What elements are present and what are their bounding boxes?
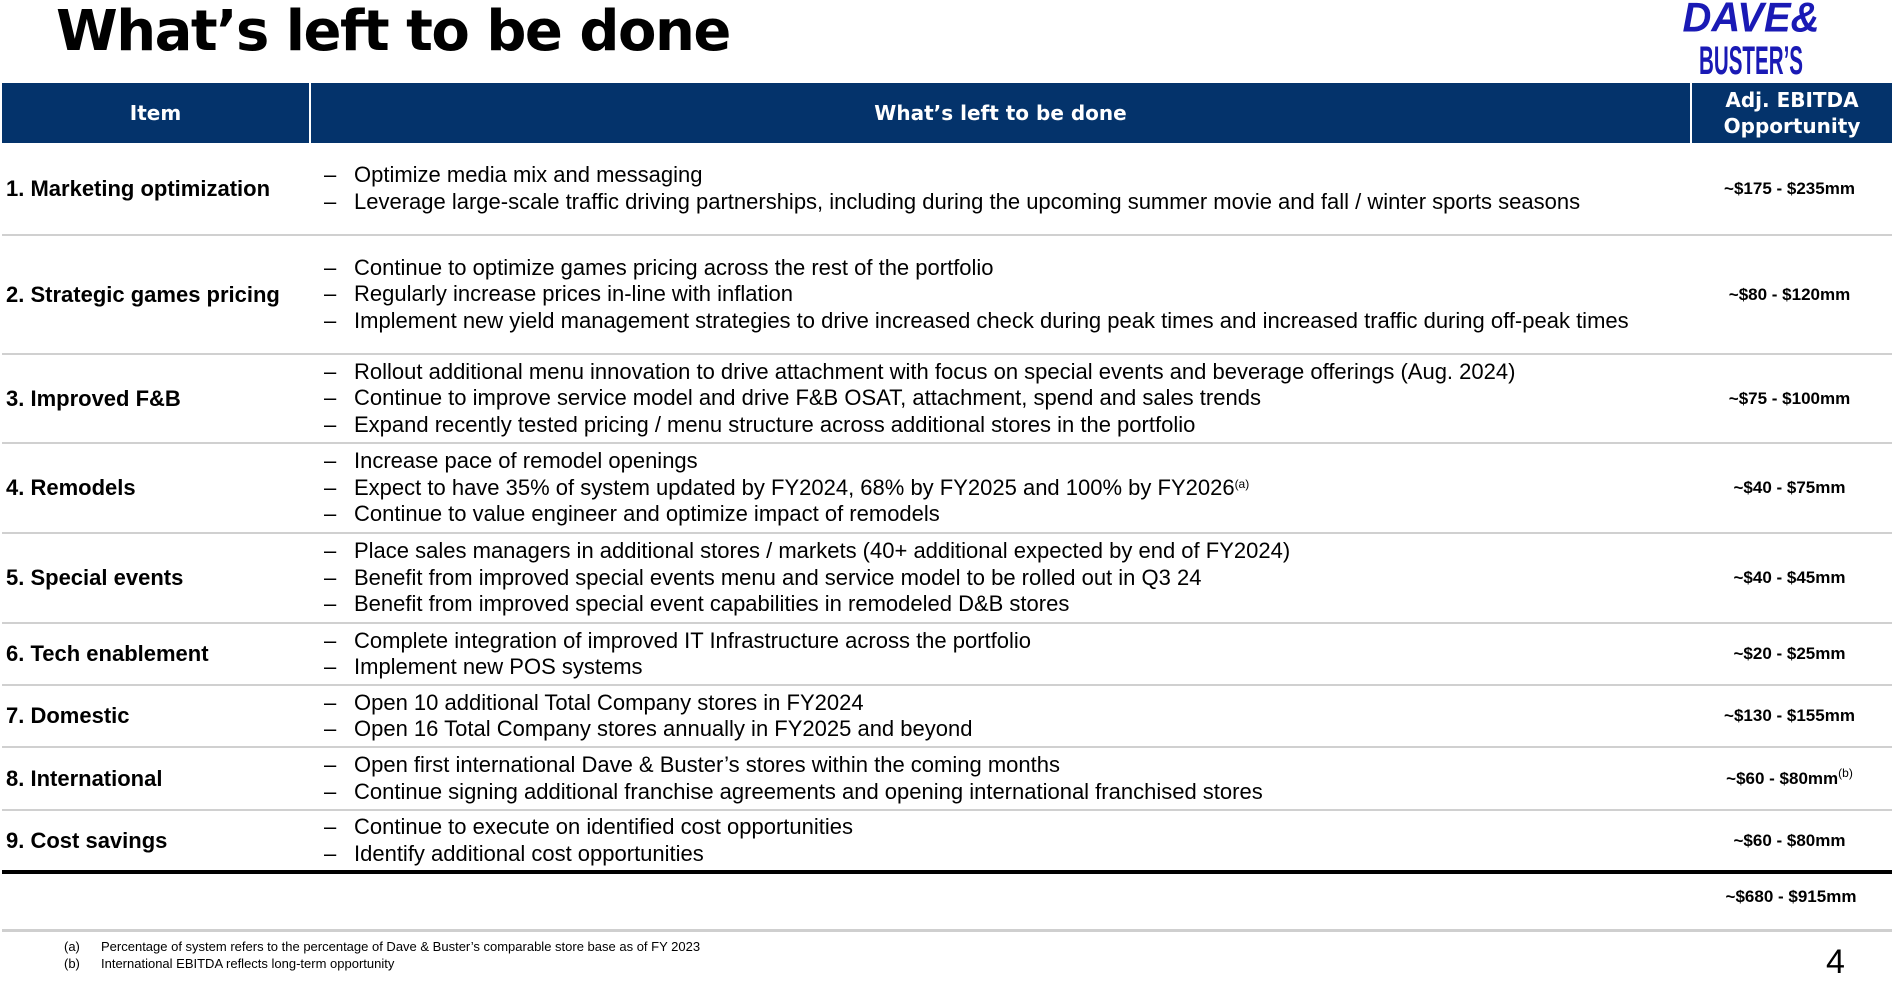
row-item-label: 6. Tech enablement — [2, 623, 310, 685]
bullet-item: – Benefit from improved special event capabilities in remodeled D&B stores — [318, 591, 1691, 618]
bullet-text: Expect to have 35% of system updated by FY2024, 68% by FY2025 and 100% by FY2026 — [354, 474, 1235, 500]
row-item-label: 7. Domestic — [2, 685, 310, 747]
logo-graphic — [1682, 0, 1820, 83]
bullet-list — [318, 814, 1691, 867]
row-opportunity: ~$130 - $155mm — [1691, 685, 1892, 747]
footnote-label: (a) — [64, 939, 80, 954]
row-item-label: 2. Strategic games pricing — [2, 235, 310, 354]
table-row — [2, 143, 1892, 235]
bullet-item: – Rollout additional menu innovation to drive attachment with focus on special events and beverage offerings (Aug. 2024) — [318, 359, 1691, 386]
bullet-item: – Continue to optimize games pricing across the rest of the portfolio — [318, 255, 1691, 282]
bullet-item: – Open first international Dave & Buster’s stores within the coming months — [318, 752, 1691, 779]
bullet-list — [318, 628, 1691, 681]
row-opportunity — [1691, 747, 1892, 810]
bullet-item: – Open 10 additional Total Company stores in FY2024 — [318, 690, 1691, 717]
bullet-item: – Complete integration of improved IT Infrastructure across the portfolio — [318, 628, 1691, 655]
table-row — [2, 533, 1892, 623]
bullet-item: – Continue to execute on identified cost opportunities — [318, 814, 1691, 841]
row-item-label: 4. Remodels — [2, 443, 310, 533]
footnote-text: International EBITDA reflects long-term opportunity — [101, 956, 395, 971]
page-title: What’s left to be done — [56, 0, 730, 64]
bullet-list — [318, 162, 1691, 215]
bullet-item: – Identify additional cost opportunities — [318, 841, 1691, 868]
row-opportunity-value: ~$60 - $80mm — [1726, 768, 1839, 788]
footnote-text: Percentage of system refers to the percentage of Dave & Buster’s comparable store base as of FY 2023 — [101, 939, 701, 954]
bullet-item — [318, 475, 1691, 502]
row-opportunity: ~$40 - $75mm — [1691, 443, 1892, 533]
bullet-item: – Expand recently tested pricing / menu structure across additional stores in the portfolio — [318, 412, 1691, 439]
row-opportunity: ~$40 - $45mm — [1691, 533, 1892, 623]
table-row — [2, 443, 1892, 533]
footnote-a — [64, 938, 700, 955]
row-opportunity: ~$80 - $120mm — [1691, 235, 1892, 354]
table-header-row — [2, 83, 1892, 143]
opportunity-table — [2, 83, 1892, 874]
divider — [2, 929, 1892, 932]
bullet-list — [318, 538, 1691, 618]
bullet-item: – Continue signing additional franchise agreements and opening international franchised stores — [318, 779, 1691, 806]
table-row — [2, 623, 1892, 685]
logo-line1: DAVE& — [1682, 0, 1820, 41]
bullet-list — [318, 359, 1691, 439]
row-item-label: 5. Special events — [2, 533, 310, 623]
table-row — [2, 685, 1892, 747]
table-row — [2, 235, 1892, 354]
bullet-item: – Optimize media mix and messaging — [318, 162, 1691, 189]
total-opportunity: ~$680 - $915mm — [1725, 887, 1857, 906]
footnote-label: (b) — [64, 956, 80, 971]
header-opp-line2: Opportunity — [1723, 114, 1861, 138]
table-row — [2, 747, 1892, 810]
bullet-list — [318, 255, 1691, 335]
bullet-item: – Open 16 Total Company stores annually in FY2025 and beyond — [318, 716, 1691, 743]
table-row — [2, 354, 1892, 443]
bullet-item: – Increase pace of remodel openings — [318, 448, 1691, 475]
row-opportunity: ~$20 - $25mm — [1691, 623, 1892, 685]
bullet-list — [318, 690, 1691, 743]
row-item-label: 9. Cost savings — [2, 810, 310, 872]
header-item: Item — [2, 83, 310, 143]
footnote-b — [64, 955, 700, 972]
header-ebitda-opportunity — [1691, 83, 1892, 143]
row-item-label: 8. International — [2, 747, 310, 810]
header-whats-left: What’s left to be done — [310, 83, 1691, 143]
footnote-marker-b: (b) — [1838, 765, 1853, 780]
page-number: 4 — [1826, 943, 1845, 981]
bullet-list — [318, 752, 1691, 805]
bullet-list — [318, 448, 1691, 528]
bullet-item: – Continue to value engineer and optimize impact of remodels — [318, 501, 1691, 528]
bullet-item: – Implement new POS systems — [318, 654, 1691, 681]
bullet-item: – Regularly increase prices in-line with inflation — [318, 281, 1691, 308]
dave-and-busters-logo — [1682, 0, 1820, 83]
footnotes — [64, 938, 700, 972]
header-opp-line1: Adj. EBITDA — [1725, 88, 1859, 112]
table-row — [2, 810, 1892, 872]
bullet-item: – Continue to improve service model and drive F&B OSAT, attachment, spend and sales trends — [318, 385, 1691, 412]
logo-line2: BUSTER’S — [1699, 39, 1803, 83]
row-opportunity: ~$175 - $235mm — [1691, 143, 1892, 235]
bullet-item: – Place sales managers in additional stores / markets (40+ additional expected by end of FY2024) — [318, 538, 1691, 565]
bullet-item: – Leverage large-scale traffic driving partnerships, including during the upcoming summer movie and fall / winter sports seasons — [318, 189, 1691, 216]
bullet-item: – Implement new yield management strategies to drive increased check during peak times and increased traffic during off-peak times — [318, 308, 1691, 335]
footnote-marker-a: (a) — [1234, 476, 1250, 491]
row-item-label: 1. Marketing optimization — [2, 143, 310, 235]
bullet-item: – Benefit from improved special events menu and service model to be rolled out in Q3 24 — [318, 565, 1691, 592]
row-opportunity: ~$75 - $100mm — [1691, 354, 1892, 443]
row-item-label: 3. Improved F&B — [2, 354, 310, 443]
row-opportunity: ~$60 - $80mm — [1691, 810, 1892, 872]
